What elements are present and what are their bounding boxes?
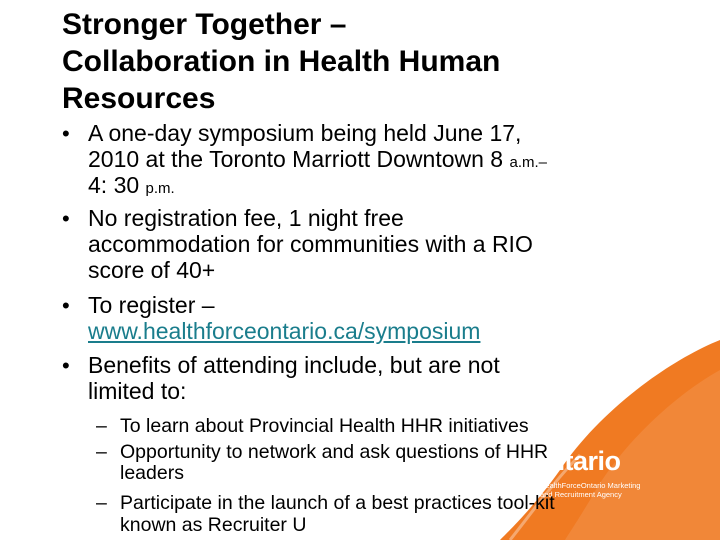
bullet-icon: • — [62, 206, 70, 231]
sub-bullet-line: leaders — [120, 462, 184, 484]
bullet-line: No registration fee, 1 night free — [88, 205, 404, 231]
logo-tagline-line: HealthForceOntario Marketing — [540, 481, 641, 490]
bullet-icon: • — [62, 121, 70, 146]
dash-icon: – — [96, 441, 107, 463]
bullet-line — [88, 172, 175, 202]
bullet-line: score of 40+ — [88, 257, 216, 283]
dash-icon: – — [96, 492, 107, 514]
title-line: Resources — [62, 82, 216, 115]
bullet-line: A one-day symposium being held June 17, — [88, 120, 522, 146]
bullet-text: 4: 30 — [88, 172, 146, 198]
sub-bullet-line: known as Recruiter U — [120, 514, 307, 536]
symposium-link[interactable]: www.healthforceontario.ca/symposium — [88, 318, 481, 344]
title-line: Stronger Together – — [62, 8, 347, 41]
bullet-line: To register – — [88, 292, 215, 318]
slide-title — [62, 6, 682, 117]
bullet-line: Benefits of attending include, but are not — [88, 352, 500, 378]
sub-bullet-line: Opportunity to network and ask questions of HHR — [120, 441, 549, 463]
logo-tagline-line: and Recruitment Agency — [540, 490, 622, 499]
title-line: Collaboration in Health Human — [62, 45, 501, 78]
dash-icon: – — [96, 415, 107, 437]
logo-tagline — [540, 481, 680, 499]
bullet-line: accommodation for communities with a RIO — [88, 231, 533, 257]
logo-wordmark: Ontario — [528, 446, 621, 476]
bullet-line: limited to: — [88, 378, 187, 404]
pm-label: p.m. — [145, 180, 175, 197]
sub-bullet-line: Participate in the launch of a best practices tool-kit — [120, 492, 555, 514]
bullet-icon: • — [62, 293, 70, 318]
sub-bullet-line: To learn about Provincial Health HHR initiatives — [120, 415, 529, 437]
bullet-text: 2010 at the Toronto Marriott Downtown 8 — [88, 146, 510, 172]
bullet-icon: • — [62, 353, 70, 378]
am-label: a.m.– — [509, 154, 547, 171]
